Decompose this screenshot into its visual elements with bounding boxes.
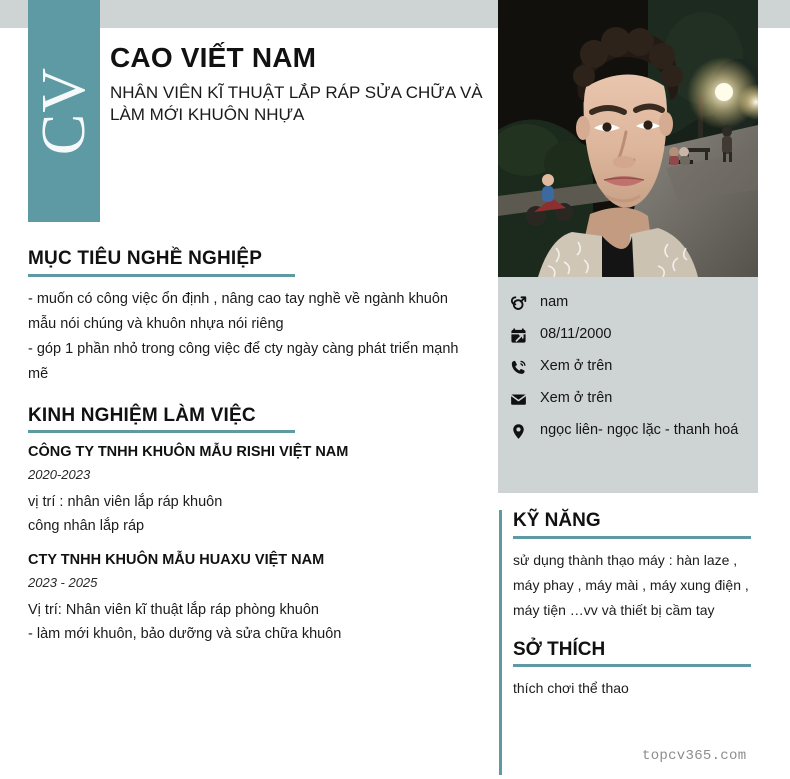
job-company: CTY TNHH KHUÔN MẪU HUAXU VIỆT NAM: [28, 552, 325, 569]
cv-logo-text: CV: [30, 66, 98, 156]
contact-value-email: Xem ở trên: [540, 390, 613, 406]
watermark: topcv365.com: [642, 748, 747, 764]
section-heading-objective: MỤC TIÊU NGHỀ NGHIỆP: [28, 248, 263, 269]
section-heading-skills: KỸ NĂNG: [513, 510, 601, 531]
phone-icon: [510, 357, 532, 378]
contact-row-email: [510, 388, 748, 410]
section-heading-experience: KINH NGHIỆM LÀM VIỆC: [28, 404, 256, 426]
hobbies-body: thích chơi thể thao: [513, 680, 629, 697]
contact-value-address: ngọc liên- ngọc lặc - thanh hoá: [540, 422, 739, 438]
location-icon: [510, 421, 532, 442]
page-title: CAO VIẾT NAM: [110, 42, 317, 73]
job-detail: Vị trí: Nhân viên kĩ thuật lắp ráp phòng khuôn: [28, 601, 319, 618]
contact-row-gender: [510, 292, 748, 314]
main-column: [28, 248, 480, 647]
contact-row-address: [510, 420, 748, 442]
header-text-block: [110, 43, 490, 125]
experience-item: [28, 443, 480, 539]
section-heading-hobbies: SỞ THÍCH: [513, 638, 606, 660]
gender-icon: [510, 293, 532, 314]
contact-value-gender: nam: [540, 294, 569, 310]
section-rule-hobbies: [513, 664, 751, 667]
job-dates: 2020-2023: [28, 467, 91, 482]
job-title: NHÂN VIÊN KĨ THUẬT LẮP RÁP SỬA CHỮA VÀ LÀM MỚI KHUÔN NHỰA: [110, 82, 483, 124]
logo-column: [28, 0, 100, 222]
contact-row-phone: [510, 356, 748, 378]
experience-item: [28, 551, 480, 647]
objective-line: - muốn có công việc ổn định , nâng cao tay nghề về ngành khuôn mẫu nói chúng và khuôn nhựa nói riêng: [28, 290, 448, 332]
section-rule-experience: [28, 430, 295, 433]
section-rule-skills: [513, 536, 751, 539]
job-dates: 2023 - 2025: [28, 574, 98, 590]
job-detail: vị trí : nhân viên lắp ráp khuôn: [28, 493, 223, 510]
skills-body: sử dụng thành thạo máy : hàn laze , máy phay , máy mài , máy xung điện , máy tiện …vv và thiết bị cầm tay: [513, 551, 749, 618]
job-detail: công nhân lắp ráp: [28, 518, 145, 535]
contact-value-birthdate: 08/11/2000: [540, 326, 612, 342]
email-icon: [510, 389, 532, 410]
contact-list: [510, 292, 748, 452]
section-rule-objective: [28, 274, 295, 277]
calendar-icon: [510, 325, 532, 346]
job-company: CÔNG TY TNHH KHUÔN MẪU RISHI VIỆT NAM: [28, 444, 349, 461]
right-lower-column: [499, 510, 758, 775]
job-detail: - làm mới khuôn, bảo dưỡng và sửa chữa khuôn: [28, 626, 342, 643]
objective-line: - góp 1 phần nhỏ trong công việc để cty ngày càng phát triển mạnh mẽ: [28, 340, 459, 382]
contact-value-phone: Xem ở trên: [540, 358, 613, 374]
portrait-photo: [498, 0, 758, 277]
contact-row-birthdate: [510, 324, 748, 346]
